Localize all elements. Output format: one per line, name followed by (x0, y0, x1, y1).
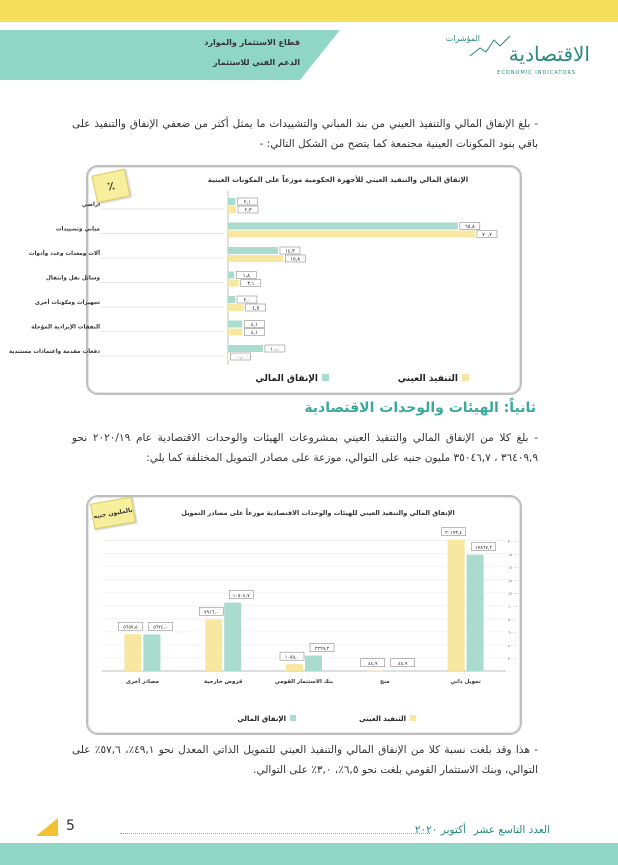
chart1-canvas (8, 167, 520, 393)
chart2-category-label: منح (379, 679, 390, 685)
chart1-data-label: ١,٨ (242, 273, 250, 279)
chart1-bar (228, 272, 234, 279)
chart2-y-tick: ٦٠٠٠ (508, 629, 517, 635)
chart1-data-label: ٧٠,٧ (482, 232, 492, 238)
chart2-bar (386, 671, 403, 672)
chart1-data-label: ٠,٠ (237, 354, 244, 361)
chart1-bar (228, 329, 242, 336)
top-stripe (0, 0, 618, 22)
chart2-data-label: ٥٦٥٧,٥ (123, 625, 138, 631)
chart1-bar (228, 198, 235, 205)
footer-rule (120, 833, 430, 834)
logo-main-text: الاقتصادية (508, 42, 590, 66)
chart1-bar (228, 206, 236, 213)
chart2-legend-swatch (410, 715, 416, 721)
chart2-data-label: ٥٦٢٤,٠ (153, 625, 168, 631)
chart1-data-label: ٤,٥ (252, 305, 260, 312)
chart1-legend-label: الإنفاق المالي (255, 374, 318, 384)
header-sector: قطاع الاستثمار والموارد (204, 38, 300, 47)
chart1-bar (228, 247, 278, 254)
chart1-title: الإنفاق المالي والتنفيذ العيني للأجهزة الحكومية موزعاً على المكونات العينية (207, 176, 469, 184)
chart2-y-tick: ١٠٠٠٠ (508, 603, 519, 609)
footer-date: أكتوبر ٢٠٢٠ (414, 824, 466, 836)
chart1-bar (228, 321, 242, 328)
chart1-data-label: ٤,١ (250, 330, 258, 336)
chart1-category-label: آلات ومعدات وعدد وأدوات (28, 251, 100, 257)
logo-small-text: المؤشرات (445, 34, 480, 43)
chart2-data-label: ١٠٥٠٤,٧ (232, 593, 250, 599)
publication-logo (430, 26, 590, 84)
chart1-category-label: وسائل نقل وانتقال (46, 275, 100, 282)
chart1-data-label: ٢,١ (243, 199, 251, 206)
chart2-y-tick: ٨٠٠٠ (508, 616, 517, 622)
chart2-bar (205, 619, 222, 671)
chart1-category-label: أراضي (81, 202, 100, 208)
chart2-y-tick: ١٤٠٠٠ (508, 577, 519, 583)
chart2-data-label: ٢٣٦٩,٢ (314, 646, 330, 652)
chart1-bar (228, 255, 283, 262)
chart2-y-tick: ١٢٠٠٠ (508, 590, 519, 596)
chart2-legend-label: التنفيذ العيني (359, 715, 406, 723)
chart2-data-label: ٤٤,٩ (368, 661, 378, 667)
chart-funding-sources (86, 495, 522, 735)
chart2-bar (124, 634, 141, 671)
chart2-y-tick: ١٨٠٠٠ (508, 551, 519, 557)
chart2-data-label: ٢٠١٧٣,٤ (445, 530, 463, 536)
chart1-category-label: تجهيزات ومكونات أخرى (34, 300, 100, 306)
chart2-y-tick: ٠ (508, 669, 511, 674)
corner-triangle (36, 818, 58, 836)
chart1-legend-swatch (322, 374, 329, 381)
chart2-bar (367, 671, 384, 672)
chart2-bar (448, 540, 465, 671)
chart2-data-label: ١٠٥٥,٠ (284, 655, 300, 661)
chart2-category-label: مصادر أخرى (125, 679, 159, 685)
chart1-legend-swatch (462, 374, 469, 381)
chart2-data-label: ٧٩١٦,٠ (203, 610, 219, 616)
page-number: 5 (66, 818, 75, 834)
chart1-category-label: دفعات مقدمة واعتمادات مستندية (8, 349, 100, 355)
chart1-bar (228, 280, 239, 287)
logo-english-text: ECONOMIC INDICATORS (497, 70, 576, 76)
chart2-y-tick: ٤٠٠٠ (508, 642, 517, 648)
chart1-data-label: ٦٥,٨ (465, 224, 475, 230)
chart2-bar (305, 656, 322, 671)
chart1-data-label: ٤,١ (250, 322, 258, 328)
chart1-category-label: النفقات الإيرادية المؤجلة (31, 324, 100, 331)
unit-badge-percent-text: ٪ (105, 178, 117, 194)
chart2-legend-label: الإنفاق المالي (237, 715, 286, 723)
chart1-bar (228, 223, 458, 230)
chart2-bar (224, 603, 241, 671)
chart1-data-label: ١٤,٣ (285, 248, 295, 255)
unit-badge-million-text: بالمليون جنيه (92, 506, 134, 520)
paragraph-economic-entities: - بلغ كلا من الإنفاق المالي والتنفيذ العيني بمشروعات الهيئات والوحدات الاقتصادية عام ٢٠٢٠/١٩ نحو ٣٦٤٠٩,٩ ، ٣٥٠٤٦,٧ مليون جنيه على التوالي، موزعة على مصادر التمويل المختلفة كما يلي: (72, 432, 538, 464)
chart1-legend-label: التنفيذ العيني (397, 374, 458, 384)
chart2-bar (143, 634, 160, 671)
chart2-data-label: ١٧٨٦٧,٢ (475, 545, 493, 551)
chart2-data-label: ٤٤,٩ (398, 661, 408, 667)
section-title: ثانياً: الهيئات والوحدات الاقتصادية (304, 400, 536, 416)
header-department: الدعم الفني للاستثمار (213, 58, 300, 67)
chart2-canvas (88, 497, 520, 733)
chart1-bar (228, 304, 244, 311)
bottom-stripe (0, 843, 618, 865)
chart1-bar (228, 345, 263, 352)
chart2-y-tick: ١٦٠٠٠ (508, 564, 519, 570)
chart2-category-label: قروض خارجية (203, 679, 243, 685)
chart1-data-label: ٢,٣ (244, 207, 252, 214)
chart1-bar (228, 231, 475, 238)
chart2-bar (467, 555, 484, 671)
chart2-y-tick: ٢٠٠٠ (508, 655, 517, 661)
chart1-data-label: ٢,٠ (243, 297, 251, 304)
chart2-bar (286, 664, 303, 671)
paragraph-conclusion: - هذا وقد بلغت نسبة كلا من الإنفاق المالي والتنفيذ العيني للتمويل الذاتي المعدل نحو ٤٩,١٪، ٥٧,٦٪ على التوالي، وبنك الاستثمار القومي بلغت نحو ٦,٥٪، ٣,٠٪ على التوالي. (72, 744, 538, 776)
chart2-y-tick: ٢٠٠٠٠ (508, 538, 519, 544)
chart-government-components (8, 165, 522, 395)
footer-issue: العدد التاسع عشر (473, 824, 550, 836)
chart1-bar (228, 296, 235, 303)
header-ribbon-edge (300, 30, 340, 80)
chart1-bar (228, 353, 229, 360)
chart1-data-label: ١٥,٨ (290, 256, 301, 263)
chart2-category-label: تمويل ذاتي (450, 679, 481, 685)
chart2-category-label: بنك الاستثمار القومي (274, 679, 334, 685)
chart2-title: الإنفاق المالي والتنفيذ العيني للهيئات والوحدات الاقتصادية موزعاً على مصادر التمويل (181, 509, 455, 517)
chart1-data-label: ٣,١ (247, 281, 255, 287)
chart1-category-label: مباني وتشييدات (55, 226, 100, 233)
chart1-data-label: ١٠,٠ (270, 346, 280, 353)
chart2-legend-swatch (290, 715, 296, 721)
paragraph-intro: - بلغ الإنفاق المالي والتنفيذ العيني من بند المباني والتشييدات ما يمثل أكثر من ضعفي الإنفاق والتنفيذ على باقي بنود المكونات العينية مجتمعة كما يتضح من الشكل التالي: - (72, 118, 538, 150)
